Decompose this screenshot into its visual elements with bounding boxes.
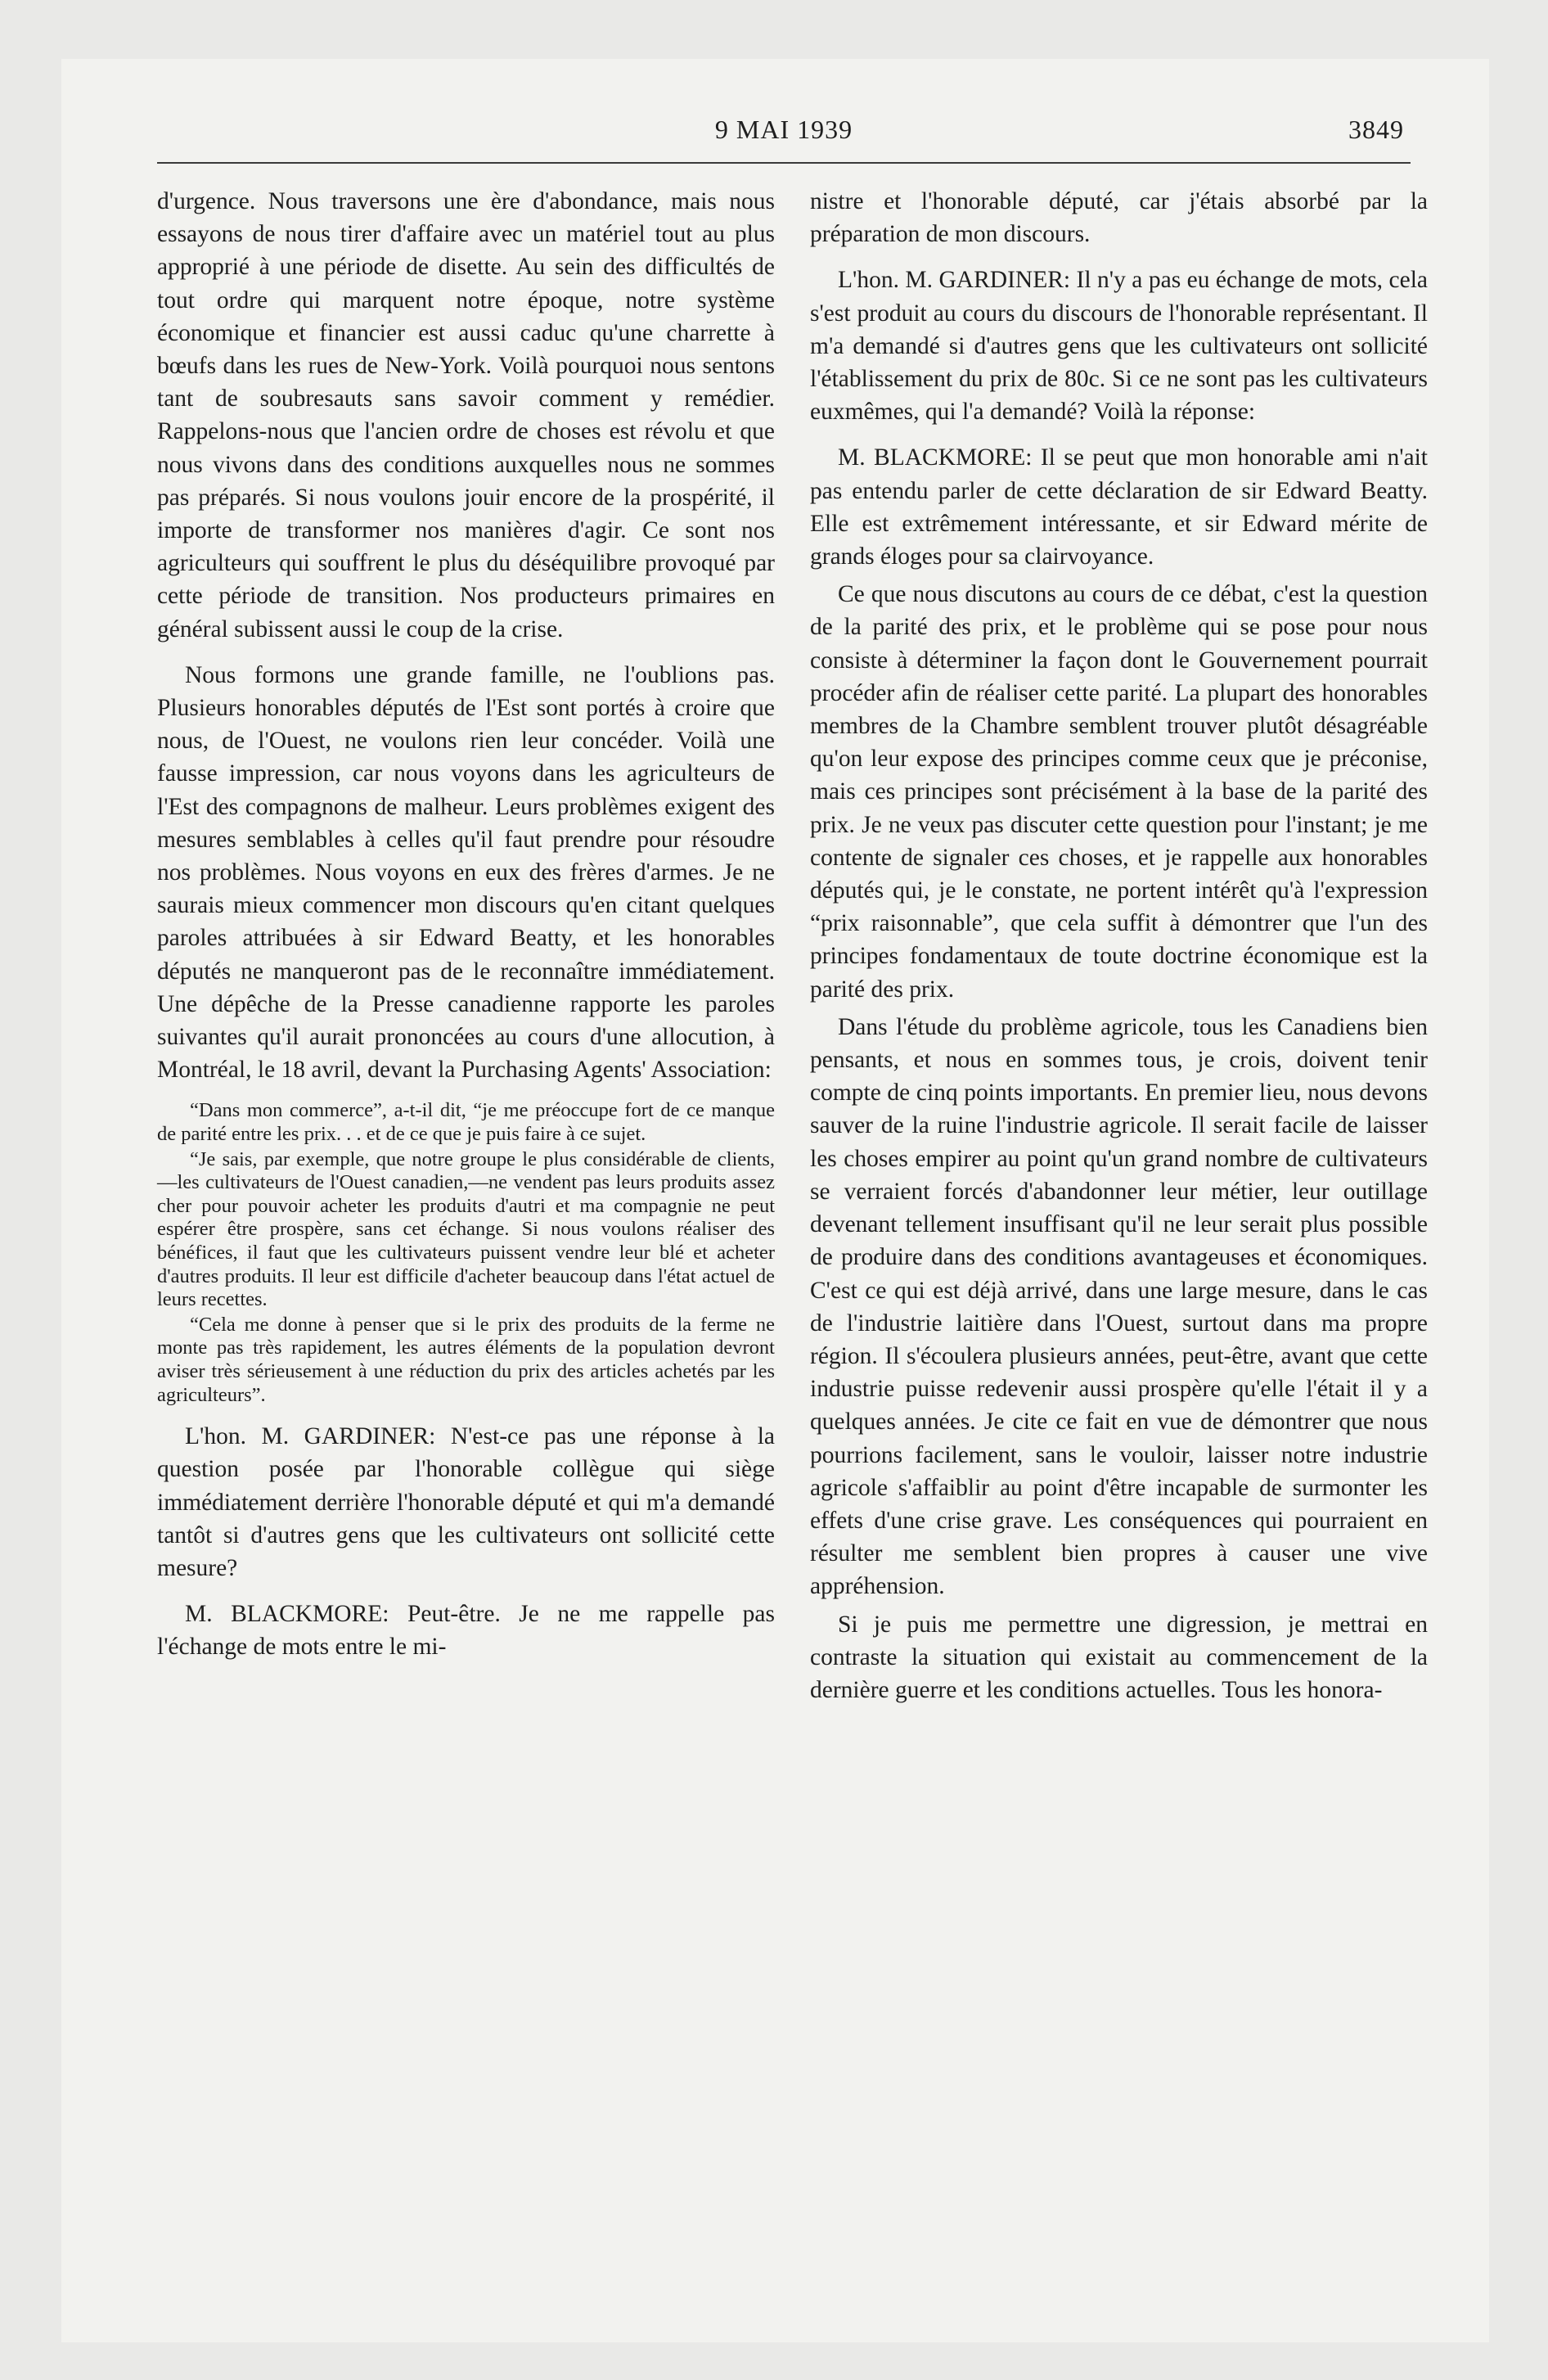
speaker-paragraph: L'hon. M. GARDINER: Il n'y a pas eu échange de mots, cela s'est produit au cours du discours de l'honorable représentant. Il m'a demandé si d'autres gens que les cultivateurs ont sollicité l'établissement du prix de 80c. Si ce ne sont pas les cultivateurs euxmêmes, qui l'a demandé? Voilà la réponse: bbox=[810, 267, 1428, 426]
paragraph: Nous formons une grande famille, ne l'oublions pas. Plusieurs honorables députés de l'Est sont portés à croire que nous, de l'Ouest, ne voulons rien leur concéder. Voilà une fausse impression, car nous voyons dans les agriculteurs de l'Est des compagnons de malheur. Leurs problèmes exigent des mesures semblables à celles qu'il faut prendre pour résoudre nos problèmes. Nous voyons en eux des frères d'armes. Je ne saurais mieux commencer mon discours qu'en citant quelques paroles attribuées à sir Edward Beatty, et les honorables députés ne manqueront pas de le reconnaître immédiatement. Une dépêche de la Presse canadienne rapporte les paroles suivantes qu'il aurait prononcées au cours d'une allocution, à Montréal, le 18 avril, devant la Purchasing Agents' Association: bbox=[157, 661, 775, 1084]
speaker-paragraph: L'hon. M. GARDINER: N'est-ce pas une réponse à la question posée par l'honorable collègue qui siège immédiatement derrière l'honorable député et qui m'a demandé tantôt si d'autres gens que les cultivateurs ont sollicité cette mesure? bbox=[157, 1423, 775, 1582]
page-date: 9 MAI 1939 bbox=[714, 115, 853, 144]
quote-paragraph: “Dans mon commerce”, a-t-il dit, “je me préoccupe fort de ce manque de parité entre les prix. . . et de ce que je puis faire à ce sujet. bbox=[157, 1099, 775, 1146]
paragraph: Si je puis me permettre une digression, je mettrai en contraste la situation qui existait au commencement de la dernière guerre et les conditions actuelles. Tous les honora- bbox=[810, 1611, 1428, 1703]
paragraph: Ce que nous discutons au cours de ce débat, c'est la question de la parité des prix, et le problème qui se pose pour nous consiste à déterminer la façon dont le Gouvernement pourrait procéder afin de réaliser cette parité. La plupart des honorables membres de la Chambre semblent trouver plutôt désagréable qu'on leur expose des principes comme ceux que je préconise, mais ces principes sont précisément à la base de la parité des prix. Je ne veux pas discuter cette question pour l'instant; je me contente de signaler ces choses, et je rappelle aux honorables députés qui, je le constate, ne portent intérêt qu'à l'expression “prix raisonnable”, que cela suffit à démontrer que l'un des principes fondamentaux de toute doctrine économique est la parité des prix. bbox=[810, 581, 1428, 1003]
right-column bbox=[810, 185, 1428, 1706]
header-rule bbox=[157, 162, 1411, 164]
speaker-paragraph: M. BLACKMORE: Il se peut que mon honorable ami n'ait pas entendu parler de cette déclaration de sir Edward Beatty. Elle est extrêmement intéressante, et sir Edward mérite de grands éloges pour sa clairvoyance. bbox=[810, 444, 1428, 570]
page-number: 3849 bbox=[1348, 115, 1404, 144]
page-header bbox=[157, 115, 1411, 156]
speaker-paragraph: M. BLACKMORE: Peut-être. Je ne me rappelle pas l'échange de mots entre le mi- bbox=[157, 1601, 775, 1661]
quote-paragraph: “Je sais, par exemple, que notre groupe le plus considérable de clients,—les cultivateurs de l'Ouest canadien,—ne vendent pas leurs produits assez cher pour pouvoir acheter les produits d'autri et ma compagnie ne peut espérer être prospère, sans cet échange. Si nous voulons réaliser des bénéfices, il faut que les cultivateurs puissent vendre leur blé et acheter d'autres produits. Il leur est difficile d'acheter beaucoup dans l'état actuel de leurs recettes. bbox=[157, 1147, 775, 1311]
left-column bbox=[157, 185, 775, 1664]
quote-paragraph: “Cela me donne à penser que si le prix des produits de la ferme ne monte pas très rapidement, les autres éléments de la population devront aviser très sérieusement à une réduction du prix des articles achetés par les agriculteurs”. bbox=[157, 1313, 775, 1406]
paragraph: d'urgence. Nous traversons une ère d'abondance, mais nous essayons de nous tirer d'affaire avec un matériel tout au plus approprié à une période de disette. Au sein des difficultés de tout ordre qui marquent notre époque, notre système économique et financier est aussi caduc qu'une charrette à bœufs dans les rues de New-York. Voilà pourquoi nous sentons tant de soubresauts sans savoir comment y remédier. Rappelons-nous que l'ancien ordre de choses est révolu et que nous vivons dans des conditions auxquelles nous ne sommes pas préparés. Si nous voulons jouir encore de la prospérité, il importe de transformer nos manières d'agir. Ce sont nos agriculteurs qui souffrent le plus du déséquilibre provoqué par cette période de transition. Nos producteurs primaires en général subissent aussi le coup de la crise. bbox=[157, 188, 775, 642]
paragraph: nistre et l'honorable député, car j'étais absorbé par la préparation de mon discours. bbox=[810, 188, 1428, 248]
paragraph: Dans l'étude du problème agricole, tous les Canadiens bien pensants, et nous en sommes tous, je crois, doivent tenir compte de cinq points importants. En premier lieu, nous devons sauver de la ruine l'industrie agricole. Il serait facile de laisser les choses empirer au point qu'un grand nombre de cultivateurs se verraient forcés d'abandonner leur métier, leur outillage devenant tellement insuffisant qu'il ne leur serait plus possible de produire dans des conditions avantageuses et économiques. C'est ce qui est déjà arrivé, dans une large mesure, dans le cas de l'industrie laitière dans l'Ouest, surtout dans ma propre région. Il s'écoulera plusieurs années, peut-être, avant que cette industrie puisse redevenir aussi prospère qu'elle l'était il y a quelques années. Je cite ce fait en vue de démontrer que nous pourrions facilement, sans le vouloir, laisser notre industrie agricole s'affaiblir au point d'être incapable de surmonter les effets d'une crise grave. Les conséquences qui pourraient en résulter me semblent bien propres à causer une vive appréhension. bbox=[810, 1013, 1428, 1600]
